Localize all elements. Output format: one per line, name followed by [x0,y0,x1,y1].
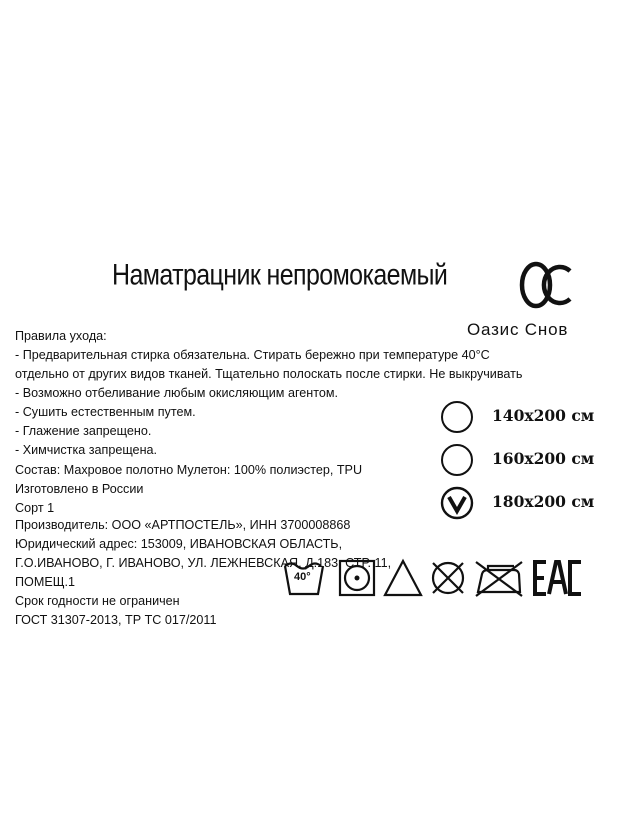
radio-circle-icon [440,400,474,434]
shelf-life: Срок годности не ограничен [15,594,180,608]
grade: Сорт 1 [15,501,55,515]
no-iron-icon [472,556,524,600]
brand-logo-icon [512,255,582,315]
care-line: отдельно от других видов тканей. Тщательно полоскать после стирки. Не выкручивать [15,367,523,381]
care-line: - Возможно отбеливание любым окисляющим агентом. [15,386,339,400]
checked-circle-icon [440,486,474,520]
care-line: - Химчистка запрещена. [15,443,158,457]
address-line: ПОМЕЩ.1 [15,575,76,589]
care-line: - Сушить естественным путем. [15,405,196,419]
brand-name: Оазис Снов [467,320,569,339]
address-line: Г.О.ИВАНОВО, Г. ИВАНОВО, УЛ. ЛЕЖНЕВСКАЯ, Д.183, СТР. 11, [15,556,392,570]
size-option-160[interactable] [440,443,615,477]
care-line: - Предварительная стирка обязательна. Стирать бережно при температуре 40°С [15,348,490,362]
standards: ГОСТ 31307-2013, ТР ТС 017/2011 [15,613,217,627]
radio-circle-icon [440,443,474,477]
eac-mark-icon [532,556,584,600]
composition: Состав: Махровое полотно Мулетон: 100% полиэстер, TPU [15,463,363,477]
care-symbols [282,556,592,600]
size-label: 180х200 см [492,492,595,511]
size-option-140[interactable] [440,400,615,434]
product-title: Наматрацник непромокаемый [112,258,448,292]
care-heading: Правила ухода: [15,329,107,343]
size-label: 140х200 см [492,406,595,425]
care-line: - Глажение запрещено. [15,424,152,438]
no-dry-clean-icon [428,556,468,600]
bleach-allowed-icon [382,556,424,600]
manufacturer: Производитель: ООО «АРТПОСТЕЛЬ», ИНН 3700008868 [15,518,351,532]
address-line: Юридический адрес: 153009, ИВАНОВСКАЯ ОБЛАСТЬ, [15,537,343,551]
made-in: Изготовлено в России [15,482,144,496]
tumble-dry-icon [337,556,377,600]
size-option-180[interactable] [440,486,615,520]
size-label: 160х200 см [492,449,595,468]
wash-temperature: 40° [294,571,311,583]
